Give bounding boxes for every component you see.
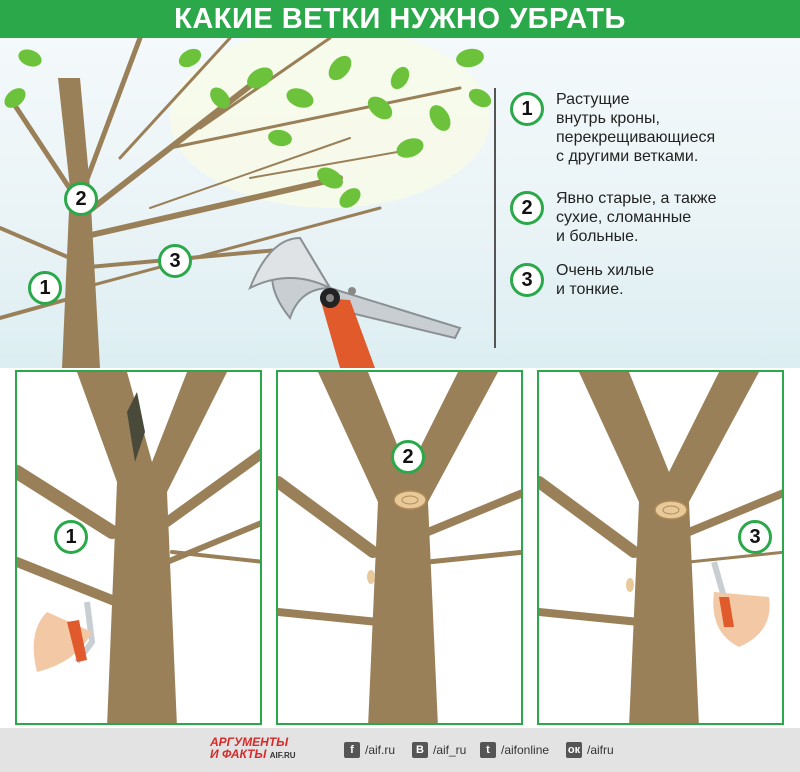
legend-badge: 2 xyxy=(510,191,544,225)
social-odnoklassniki[interactable] xyxy=(566,742,614,758)
legend-item-1 xyxy=(510,92,715,166)
pruning-shears-icon xyxy=(250,238,460,368)
page-title: КАКИЕ ВЕТКИ НУЖНО УБРАТЬ xyxy=(0,0,800,38)
social-facebook[interactable] xyxy=(344,742,395,758)
vk-icon: В xyxy=(412,742,428,758)
legend-item-2 xyxy=(510,191,716,246)
odnoklassniki-icon: ок xyxy=(567,744,581,756)
panel-badge: 3 xyxy=(738,520,772,554)
social-label: /aifru xyxy=(587,743,614,757)
legend-badge: 1 xyxy=(510,92,544,126)
branch-illustration-2 xyxy=(278,372,523,725)
legend-badge: 3 xyxy=(510,263,544,297)
hero-illustration xyxy=(0,38,800,368)
twitter-icon: t xyxy=(480,742,496,758)
panel-branch-3 xyxy=(537,370,784,725)
social-label: /aif.ru xyxy=(365,743,396,757)
hero-badge-1: 1 xyxy=(28,271,62,305)
social-label: /aif_ru xyxy=(433,743,467,757)
footer xyxy=(0,728,800,772)
panel-badge: 2 xyxy=(391,440,425,474)
brand-line-1: АРГУМЕНТЫ xyxy=(210,735,289,749)
legend-text: Растущие внутрь кроны, перекрещивающиеся с другими ветками. xyxy=(556,91,716,165)
hero-badge-3: 3 xyxy=(158,244,192,278)
panel-branch-1 xyxy=(15,370,262,725)
legend-text: Явно старые, а также сухие, сломанные и больные. xyxy=(556,190,717,245)
hero-badge-2: 2 xyxy=(64,182,98,216)
brand-line-2: И ФАКТЫ xyxy=(210,747,267,761)
legend-item-3 xyxy=(510,263,654,299)
panel-branch-2 xyxy=(276,370,523,725)
brand-site: AIF.RU xyxy=(269,751,296,760)
facebook-icon: f xyxy=(344,742,360,758)
brand-logo xyxy=(210,736,296,762)
legend xyxy=(494,88,794,348)
social-twitter[interactable] xyxy=(480,742,549,758)
social-label: /aifonline xyxy=(501,743,550,757)
panel-badge: 1 xyxy=(54,520,88,554)
branch-illustration-1 xyxy=(17,372,262,725)
social-vk[interactable] xyxy=(412,742,466,758)
legend-text: Очень хилые и тонкие. xyxy=(556,262,654,298)
